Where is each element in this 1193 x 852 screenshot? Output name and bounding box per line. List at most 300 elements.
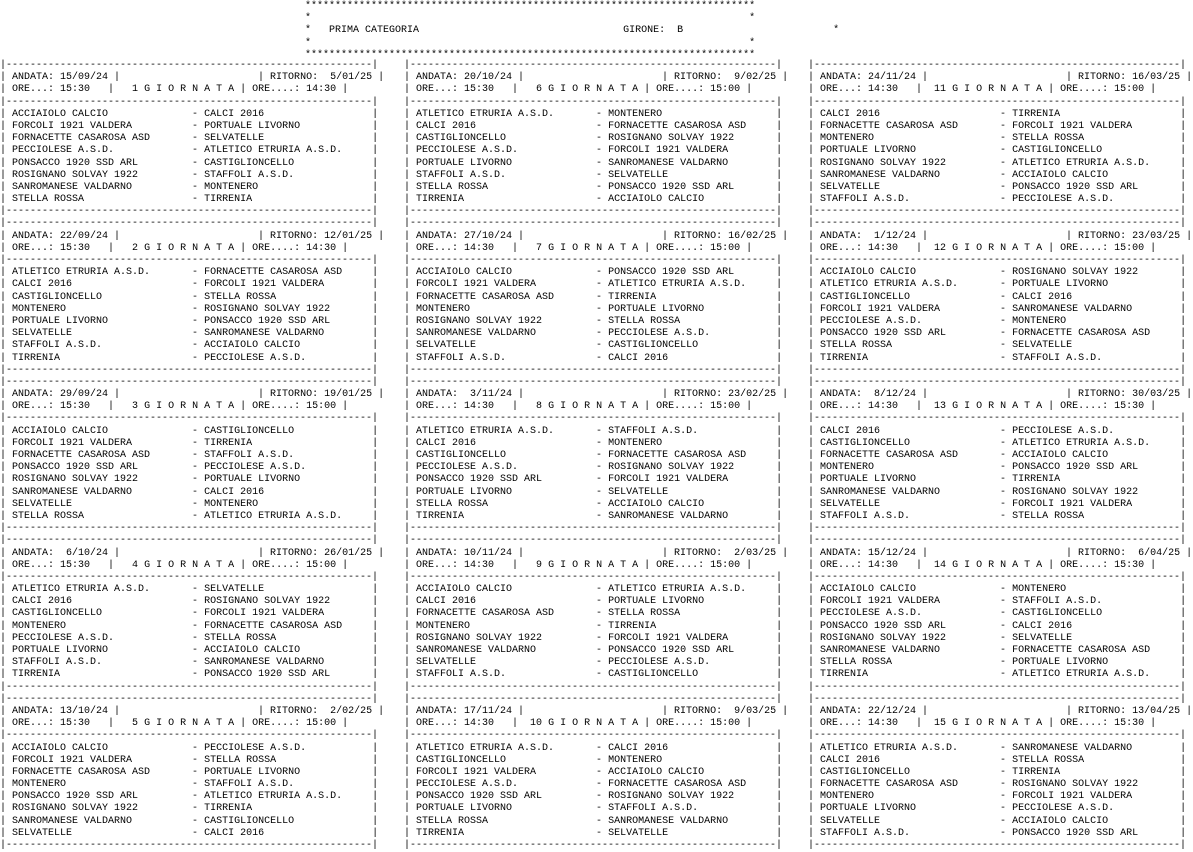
away-team: PORTUALE LIVORNO [1012, 657, 1181, 669]
text: | [808, 584, 821, 596]
girone-value: B [677, 25, 684, 37]
ritorno-date: 2/03/25 [728, 547, 777, 559]
ore-andata: 15:30 [60, 401, 91, 413]
text: - [192, 669, 205, 681]
text: | [1180, 547, 1193, 559]
text: | [404, 779, 417, 791]
match-row [404, 182, 789, 194]
text: | [1180, 645, 1187, 656]
text: - [596, 498, 609, 510]
home-team: ATLETICO ETRURIA A.S.D. [416, 425, 597, 437]
home-team: MONTENERO [820, 133, 1001, 145]
away-team: ACCIAIOLO CALCIO [608, 766, 777, 778]
round-border-bottom: |-------------------------------------------------------------| [404, 364, 783, 376]
away-team: ACCIAIOLO CALCIO [608, 194, 777, 206]
text: | [372, 766, 379, 778]
text: | ORE....: [1048, 559, 1115, 571]
giornata-number: 14 [934, 559, 947, 571]
away-team: SELVATELLE [204, 584, 373, 596]
text: - [1000, 608, 1013, 620]
text: | [404, 352, 417, 364]
match-row [0, 121, 385, 133]
away-team: TIRRENIA [1012, 474, 1181, 486]
text: - [192, 620, 205, 632]
round-border-top: |-------------------------------------------------------------| [808, 60, 1187, 71]
text: | [0, 169, 13, 181]
away-team: PONSACCO 1920 SSD ARL [608, 181, 777, 193]
away-team: PORTUALE LIVORNO [204, 766, 373, 778]
away-team: MONTENERO [608, 754, 777, 766]
text: - [1000, 194, 1013, 206]
text: | [808, 620, 821, 632]
text: | [1180, 462, 1187, 474]
ore-andata: 14:30 [464, 559, 495, 571]
away-team: SELVATELLE [608, 169, 777, 181]
match-row [808, 657, 1193, 669]
text: | [1180, 425, 1187, 437]
text: | | RITORNO: [512, 230, 729, 242]
match-row [808, 633, 1193, 645]
text: - [1000, 328, 1013, 340]
text: | [898, 401, 935, 413]
text: | | RITORNO: [512, 389, 729, 401]
away-team: STELLA ROSSA [204, 754, 373, 766]
text: | [404, 181, 417, 193]
match-row [0, 755, 385, 767]
home-team: CALCI 2016 [820, 108, 1001, 120]
round-border-top: |-------------------------------------------------------------| [404, 218, 783, 230]
text: | [776, 510, 783, 522]
text: | [808, 352, 821, 364]
text: - [596, 645, 609, 656]
text: | [372, 303, 379, 315]
ritorno-date: 6/04/25 [1132, 547, 1181, 559]
away-team: FORCOLI 1921 VALDERA [1012, 498, 1181, 510]
text: | [404, 291, 417, 303]
text: | [776, 657, 783, 669]
away-team: ATLETICO ETRURIA A.S.D. [608, 584, 777, 596]
away-team: TIRRENIA [204, 803, 373, 815]
match-row [0, 328, 385, 340]
match-row [808, 487, 1193, 499]
ore-ritorno: 15:30 [1114, 718, 1145, 730]
text: | [776, 145, 783, 157]
text: | | RITORNO: [916, 705, 1133, 717]
text: - [1000, 169, 1013, 181]
text: | [1180, 389, 1193, 401]
text: | [776, 547, 789, 559]
match-row [808, 621, 1193, 633]
round-border-bottom: |-------------------------------------------------------------| [404, 206, 783, 218]
text: - [192, 657, 205, 669]
home-team: MONTENERO [416, 303, 597, 315]
text: | ORE....: [1048, 401, 1115, 413]
text: - [596, 169, 609, 181]
home-team: FORCOLI 1921 VALDERA [416, 279, 597, 291]
text: - [596, 632, 609, 644]
text: | [1180, 279, 1187, 291]
home-team: SELVATELLE [820, 498, 1001, 510]
text: | [404, 754, 417, 766]
match-row [808, 121, 1193, 133]
round-times-line [808, 718, 1193, 730]
away-team: PORTUALE LIVORNO [608, 303, 777, 315]
text: - [596, 425, 609, 437]
home-team: SELVATELLE [12, 827, 193, 839]
match-row [808, 182, 1193, 194]
round-border-mid: |-------------------------------------------------------------| [0, 730, 379, 742]
text: - [1000, 450, 1013, 461]
match-row [404, 145, 789, 157]
giornata-label: G I O R N A T A [542, 242, 645, 254]
away-team: TIRRENIA [204, 194, 373, 206]
text: | ANDATA: [0, 389, 61, 401]
home-team: FORNACETTE CASAROSA ASD [12, 450, 193, 461]
ore-andata: 15:30 [60, 559, 91, 571]
home-team: ACCIAIOLO CALCIO [820, 267, 1001, 279]
match-row [404, 353, 789, 365]
match-row [404, 328, 789, 340]
text: | [808, 669, 821, 681]
text: - [192, 742, 205, 754]
match-row [808, 328, 1193, 340]
text: | [776, 803, 783, 815]
text: | [808, 133, 821, 145]
text: | ORE...: [404, 84, 465, 96]
text: | [404, 486, 417, 498]
text: | [898, 559, 935, 571]
away-team: SANROMANESE VALDARNO [608, 815, 777, 827]
text: | [404, 608, 417, 620]
text: | [1180, 498, 1187, 510]
text: | [1180, 827, 1187, 839]
match-row [404, 608, 789, 620]
text: - [192, 169, 205, 181]
away-team: SELVATELLE [1012, 340, 1181, 352]
away-team: CALCI 2016 [1012, 620, 1181, 632]
home-team: STAFFOLI A.S.D. [416, 352, 597, 364]
giornata-number: 10 [530, 718, 543, 730]
away-team: CASTIGLIONCELLO [1012, 145, 1181, 157]
home-team: STAFFOLI A.S.D. [12, 657, 193, 669]
match-row [808, 316, 1193, 328]
match-row [808, 279, 1193, 291]
home-team: CASTIGLIONCELLO [416, 450, 597, 461]
text: | [372, 584, 379, 596]
text: | | RITORNO: [512, 547, 729, 559]
text: | [1180, 632, 1187, 644]
away-team: PECCIOLESE A.S.D. [608, 657, 777, 669]
match-row [0, 438, 385, 450]
round-border-bottom: |-------------------------------------------------------------| [808, 523, 1187, 535]
text: | [0, 340, 13, 352]
text: | [404, 645, 417, 656]
text: | [0, 754, 13, 766]
round-dates-line [808, 706, 1193, 718]
match-row [808, 426, 1193, 438]
round-border-top: |-------------------------------------------------------------| [808, 218, 1187, 230]
round-times-line [0, 84, 385, 96]
away-team: MONTENERO [204, 181, 373, 193]
away-team: PORTUALE LIVORNO [204, 120, 373, 132]
match-row [0, 145, 385, 157]
text: | [372, 547, 385, 559]
match-row [404, 133, 789, 145]
text: | ANDATA: [0, 230, 61, 242]
text: | [1180, 620, 1187, 632]
round-border-mid: |-------------------------------------------------------------| [808, 413, 1187, 425]
text: | ANDATA: [404, 705, 465, 717]
match-row [808, 292, 1193, 304]
home-team: STAFFOLI A.S.D. [416, 669, 597, 681]
round-border-top: |-------------------------------------------------------------| [0, 218, 379, 230]
match-row [808, 608, 1193, 620]
text: | ORE...: [0, 718, 61, 730]
match-row [0, 584, 385, 596]
text: | ORE...: [0, 559, 61, 571]
match-row [404, 743, 789, 755]
text: | [776, 181, 783, 193]
text: | [336, 718, 349, 730]
home-team: PECCIOLESE A.S.D. [416, 145, 597, 157]
match-row [808, 145, 1193, 157]
match-row [404, 109, 789, 121]
text: - [596, 328, 609, 340]
round-border-top: |-------------------------------------------------------------| [0, 376, 379, 388]
away-team: FORNACETTE CASAROSA ASD [1012, 328, 1181, 340]
text: - [192, 352, 205, 364]
away-team: PORTUALE LIVORNO [204, 474, 373, 486]
text: | [740, 242, 753, 254]
text: - [192, 279, 205, 291]
ore-andata: 14:30 [868, 401, 899, 413]
text: - [192, 315, 205, 327]
giornata-number: 13 [934, 401, 947, 413]
text: - [192, 584, 205, 596]
ore-andata: 14:30 [868, 242, 899, 254]
round-border-bottom: |-------------------------------------------------------------| [808, 206, 1187, 218]
away-team: ROSIGNANO SOLVAY 1922 [1012, 486, 1181, 498]
text: | [1180, 437, 1187, 449]
text: - [596, 754, 609, 766]
text: | ORE....: [644, 718, 711, 730]
text: | [372, 474, 379, 486]
text: - [1000, 303, 1013, 315]
away-team: ACCIAIOLO CALCIO [1012, 450, 1181, 461]
text: | [372, 291, 379, 303]
text: | [404, 815, 417, 827]
match-row [808, 438, 1193, 450]
andata-date: 29/09/24 [60, 389, 109, 401]
match-row [808, 816, 1193, 828]
round-dates-line [404, 548, 789, 560]
text: | [808, 815, 821, 827]
away-team: PECCIOLESE A.S.D. [1012, 803, 1181, 815]
text: | [776, 462, 783, 474]
text: | [808, 657, 821, 669]
text: | [1180, 705, 1193, 717]
giornata-number: 6 [536, 84, 543, 96]
home-team: PECCIOLESE A.S.D. [416, 779, 597, 791]
text: | [336, 401, 349, 413]
round-12 [808, 218, 1193, 376]
round-dates-line [0, 706, 385, 718]
text: - [192, 108, 205, 120]
text: - [1000, 267, 1013, 279]
match-row [0, 304, 385, 316]
away-team: STAFFOLI A.S.D. [1012, 352, 1181, 364]
match-row [404, 304, 789, 316]
text: | ORE...: [808, 242, 869, 254]
text: - [1000, 510, 1013, 522]
away-team: STELLA ROSSA [1012, 510, 1181, 522]
text: | [808, 803, 821, 815]
home-team: CALCI 2016 [820, 425, 1001, 437]
match-row [0, 669, 385, 681]
text: - [596, 669, 609, 681]
home-team: ROSIGNANO SOLVAY 1922 [12, 474, 193, 486]
text: | [0, 620, 13, 632]
text: - [192, 596, 205, 608]
text: | [776, 328, 783, 340]
text: | [372, 194, 379, 206]
text: | [372, 779, 379, 791]
round-times-line [404, 84, 789, 96]
text: - [596, 450, 609, 461]
away-team: STAFFOLI A.S.D. [204, 779, 373, 791]
home-team: PONSACCO 1920 SSD ARL [12, 157, 193, 169]
text: | [776, 486, 783, 498]
home-team: TIRRENIA [12, 669, 193, 681]
home-team: FORNACETTE CASAROSA ASD [12, 133, 193, 145]
giornata-label: G I O R N A T A [542, 84, 645, 96]
round-times-line [0, 401, 385, 413]
match-row [0, 487, 385, 499]
text: | [0, 425, 13, 437]
away-team: TIRRENIA [608, 620, 777, 632]
home-team: ATLETICO ETRURIA A.S.D. [820, 279, 1001, 291]
text: - [192, 510, 205, 522]
text: | [0, 437, 13, 449]
text: | [808, 425, 821, 437]
match-row [808, 584, 1193, 596]
round-border-mid: |-------------------------------------------------------------| [0, 571, 379, 583]
text: | [776, 791, 783, 803]
ritorno-date: 19/01/25 [324, 389, 373, 401]
match-row [404, 669, 789, 681]
andata-date: 22/12/24 [868, 705, 917, 717]
text: | [0, 157, 13, 169]
text: | [808, 120, 821, 132]
text: - [1000, 803, 1013, 815]
text: - [192, 474, 205, 486]
away-team: TIRRENIA [608, 291, 777, 303]
ritorno-date: 5/01/25 [324, 72, 373, 84]
text: - [596, 133, 609, 145]
away-team: CALCI 2016 [204, 108, 373, 120]
text: | ORE...: [0, 84, 61, 96]
round-times-line [404, 560, 789, 572]
text: | | RITORNO: [108, 230, 325, 242]
text: | [1180, 303, 1187, 315]
home-team: FORNACETTE CASAROSA ASD [416, 608, 597, 620]
away-team: SELVATELLE [608, 827, 777, 839]
giornata-number: 7 [536, 242, 543, 254]
match-row [404, 121, 789, 133]
away-team: FORCOLI 1921 VALDERA [1012, 120, 1181, 132]
text: | [776, 498, 783, 510]
text: | ANDATA: [808, 705, 869, 717]
home-team: SELVATELLE [12, 498, 193, 510]
giornata-number: 15 [934, 718, 947, 730]
away-team: CALCI 2016 [608, 352, 777, 364]
text: | ANDATA: [404, 547, 465, 559]
text: - [1000, 791, 1013, 803]
away-team: STAFFOLI A.S.D. [608, 425, 777, 437]
round-border-mid: |-------------------------------------------------------------| [808, 255, 1187, 266]
home-team: SELVATELLE [820, 815, 1001, 827]
andata-date: 15/12/24 [868, 547, 917, 559]
match-row [808, 779, 1193, 791]
match-row [0, 803, 385, 815]
text: - [192, 133, 205, 145]
text: - [192, 779, 205, 791]
text: | ORE...: [404, 559, 465, 571]
text: | [808, 645, 821, 656]
text: - [1000, 754, 1013, 766]
giornata-label: G I O R N A T A [138, 401, 241, 413]
round-border-bottom: |-------------------------------------------------------------| [808, 364, 1187, 376]
ore-andata: 14:30 [868, 718, 899, 730]
text: | [776, 157, 783, 169]
text: - [192, 645, 205, 656]
text: | [0, 279, 13, 291]
text: | [1180, 181, 1187, 193]
text: - [192, 608, 205, 620]
text: | [404, 584, 417, 596]
round-border-mid: |-------------------------------------------------------------| [404, 730, 783, 742]
text: | [0, 645, 13, 656]
home-team: CASTIGLIONCELLO [416, 754, 597, 766]
home-team: SELVATELLE [416, 340, 597, 352]
round-dates-line [404, 389, 789, 401]
text: | [404, 803, 417, 815]
ore-andata: 15:30 [464, 84, 495, 96]
home-team: STELLA ROSSA [12, 194, 193, 206]
text: | [776, 194, 783, 206]
text: | [372, 181, 379, 193]
text: | [372, 157, 379, 169]
text: - [1000, 145, 1013, 157]
match-row [0, 608, 385, 620]
giornata-number: 11 [934, 84, 947, 96]
match-row [0, 426, 385, 438]
text: | [1180, 108, 1187, 120]
home-team: ATLETICO ETRURIA A.S.D. [820, 742, 1001, 754]
text: - [596, 803, 609, 815]
text: | [740, 84, 753, 96]
text: - [192, 267, 205, 279]
home-team: ROSIGNANO SOLVAY 1922 [416, 632, 597, 644]
text: - [1000, 437, 1013, 449]
text: | [1180, 120, 1187, 132]
home-team: PONSACCO 1920 SSD ARL [416, 474, 597, 486]
ritorno-date: 30/03/25 [1132, 389, 1181, 401]
away-team: CALCI 2016 [204, 486, 373, 498]
round-border-mid: |-------------------------------------------------------------| [404, 96, 783, 108]
match-row [808, 828, 1193, 840]
ore-ritorno: 15:00 [710, 401, 741, 413]
